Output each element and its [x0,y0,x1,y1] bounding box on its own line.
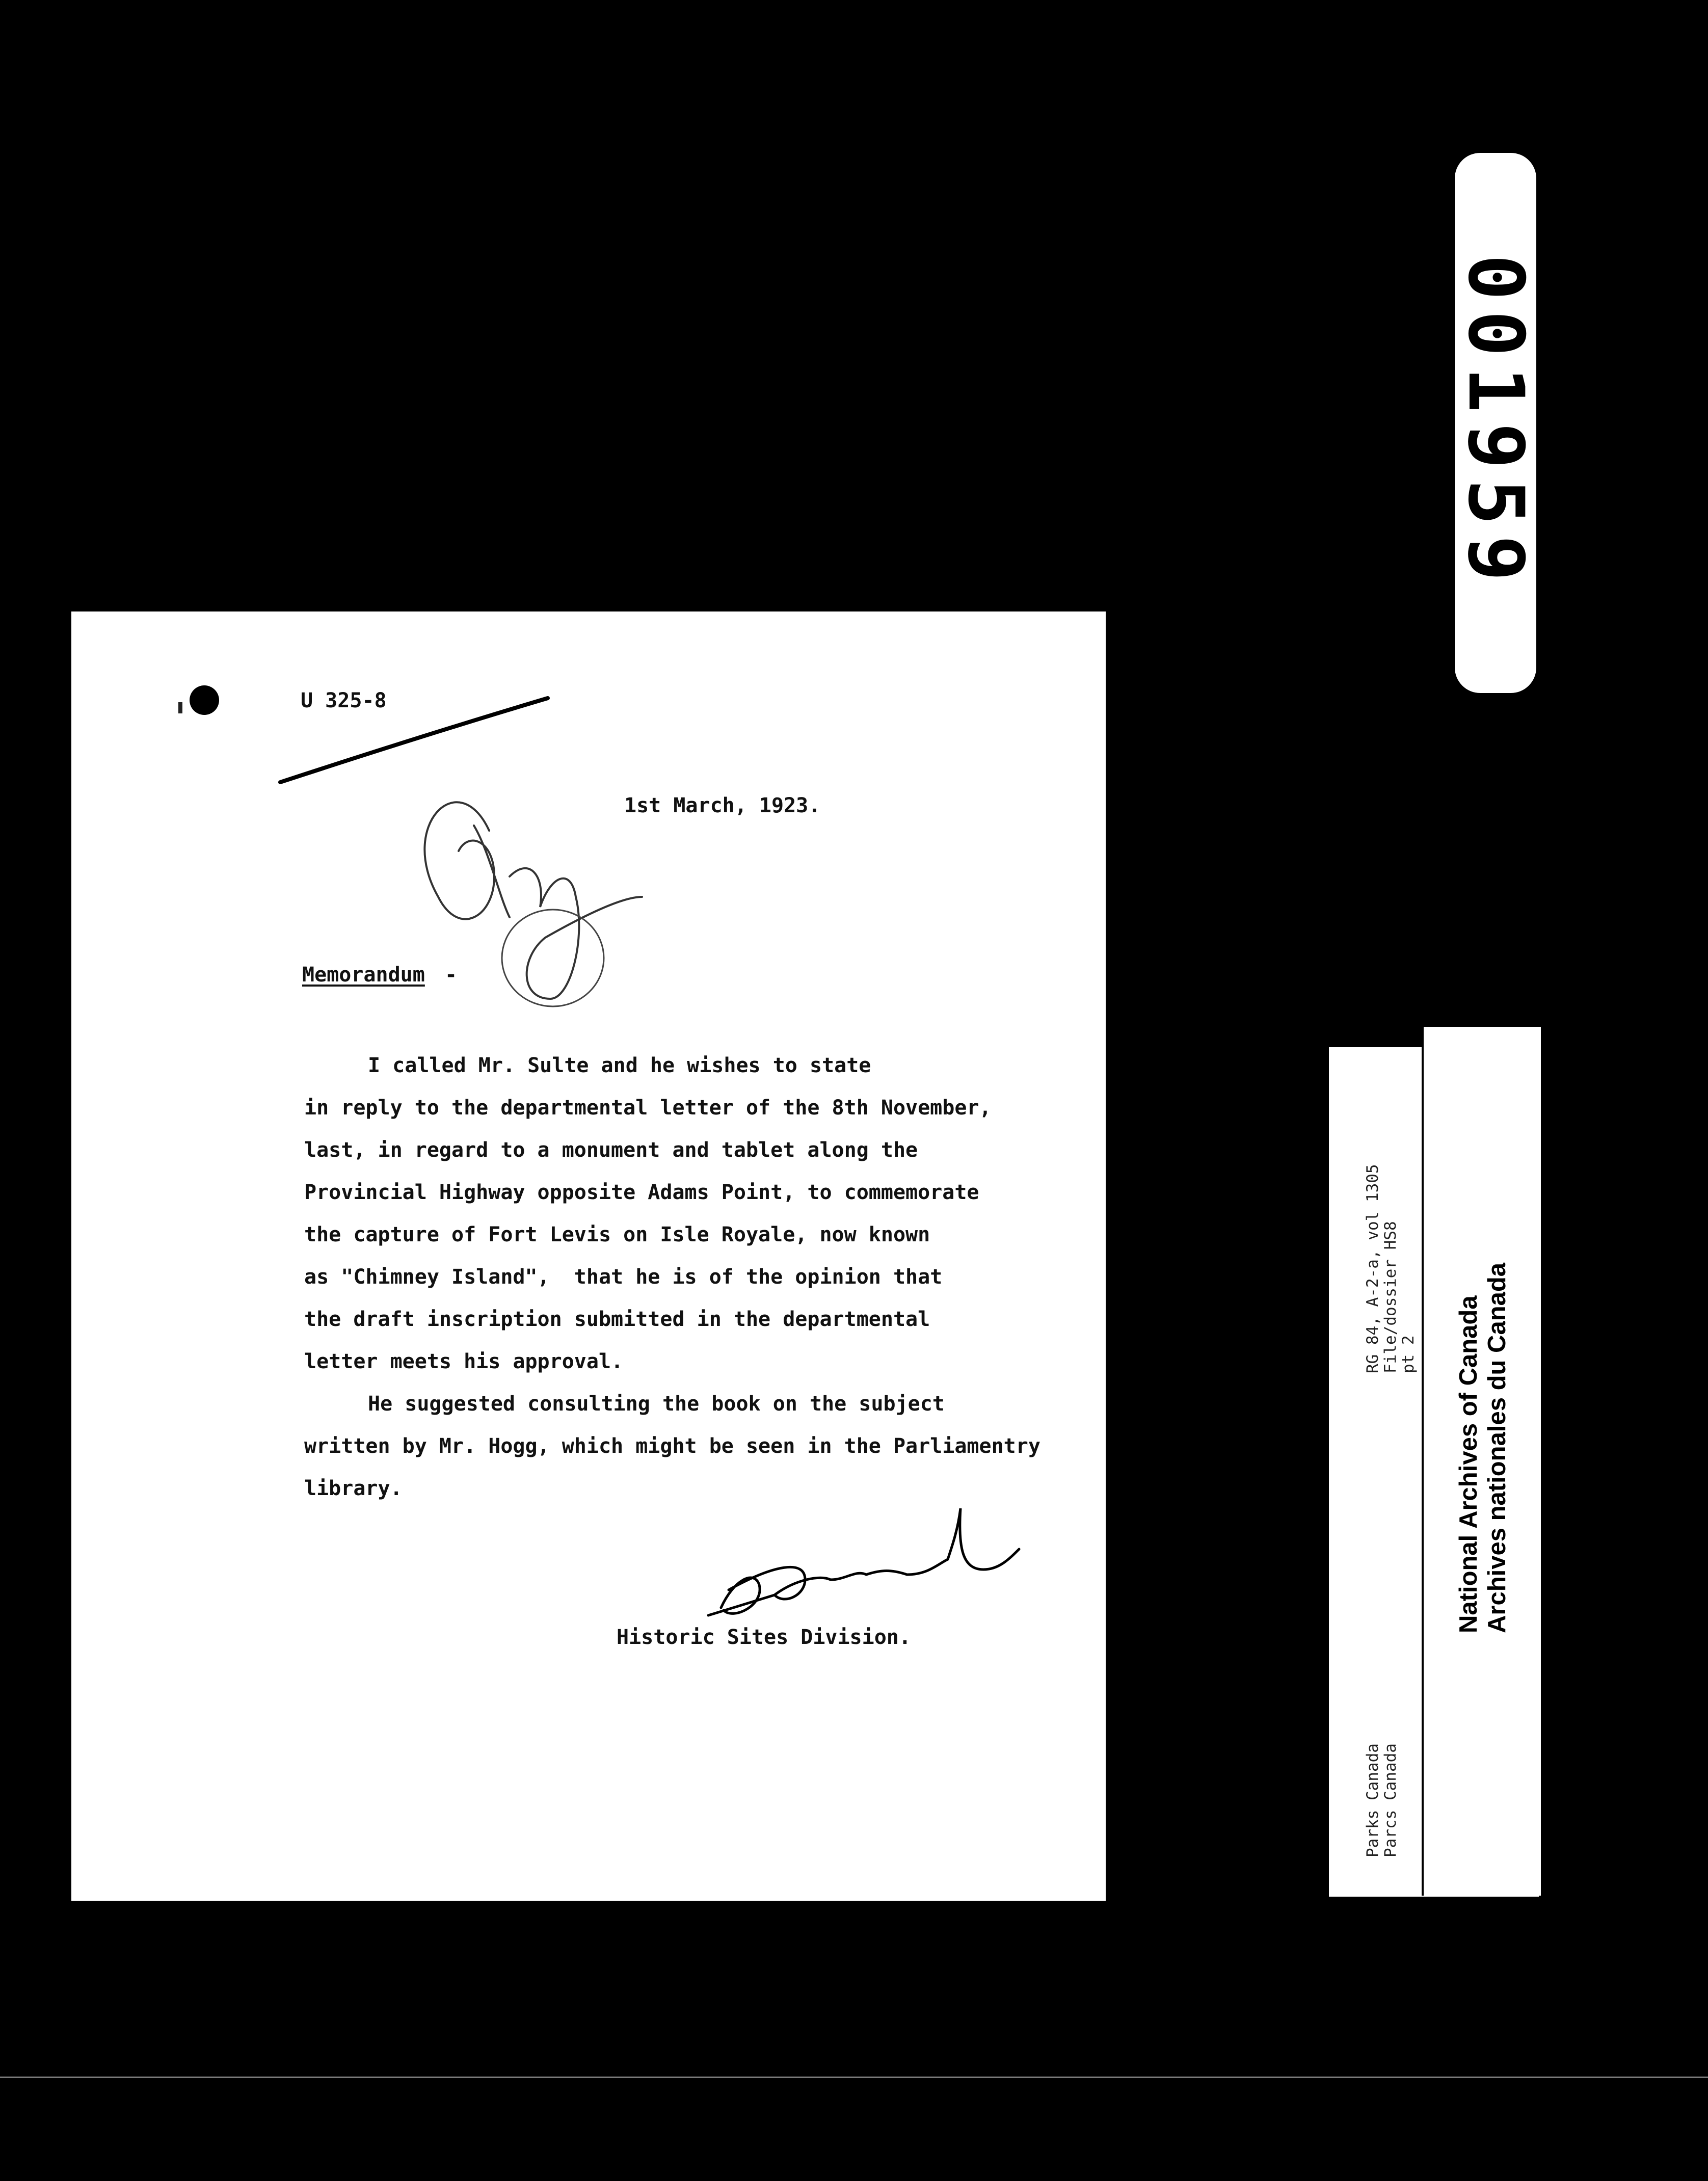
handwriting-layer [71,611,1106,1901]
memo-line: library. [304,1477,403,1500]
handwritten-circle [502,910,604,1006]
memo-line: letter meets his approval. [304,1350,624,1373]
archive-name-en: National Archives of Canada [1455,1295,1482,1633]
archive-name-fr: Archives nationales du Canada [1483,1262,1511,1633]
reference-line-2: File/dossier HS8 [1381,1221,1400,1373]
memo-date: 1st March, 1923. [624,794,821,817]
memo-heading-dash: - [445,963,458,987]
agency-name-fr: Parcs Canada [1381,1743,1400,1857]
memo-line: last, in regard to a monument and tablet along the [304,1138,918,1162]
memo-signoff: Historic Sites Division. [617,1626,911,1649]
memo-line: the draft inscription submitted in the departmental [304,1308,930,1331]
archive-number-strip [1451,153,1540,693]
file-reference: U 325-8 [301,689,387,712]
memo-page [71,611,1106,1901]
memo-line: as "Chimney Island", that he is of the opinion that [304,1265,943,1289]
frame-edge-line [0,2077,1708,2078]
pen-stroke [280,698,548,782]
memo-line: written by Mr. Hogg, which might be seen in the Parliamentry [304,1434,1040,1458]
reference-line-1: RG 84, A-2-a, vol 1305 [1364,1164,1382,1373]
archive-number: 001959 [1451,254,1540,592]
memo-line: I called Mr. Sulte and he wishes to state [368,1054,871,1077]
memo-line: in reply to the departmental letter of the 8th November, [304,1096,992,1120]
reference-line-3: pt 2 [1399,1335,1418,1373]
agency-name-en: Parks Canada [1364,1743,1382,1857]
memo-line: the capture of Fort Levis on Isle Royale, now known [304,1223,930,1246]
archive-label-panel [1422,1027,1541,1896]
memo-line: Provincial Highway opposite Adams Point, to commemorate [304,1181,979,1204]
signature [708,1508,1019,1615]
memo-line: He suggested consulting the book on the subject [368,1392,945,1416]
handwritten-initials [424,802,642,999]
memo-heading: Memorandum [302,963,425,987]
